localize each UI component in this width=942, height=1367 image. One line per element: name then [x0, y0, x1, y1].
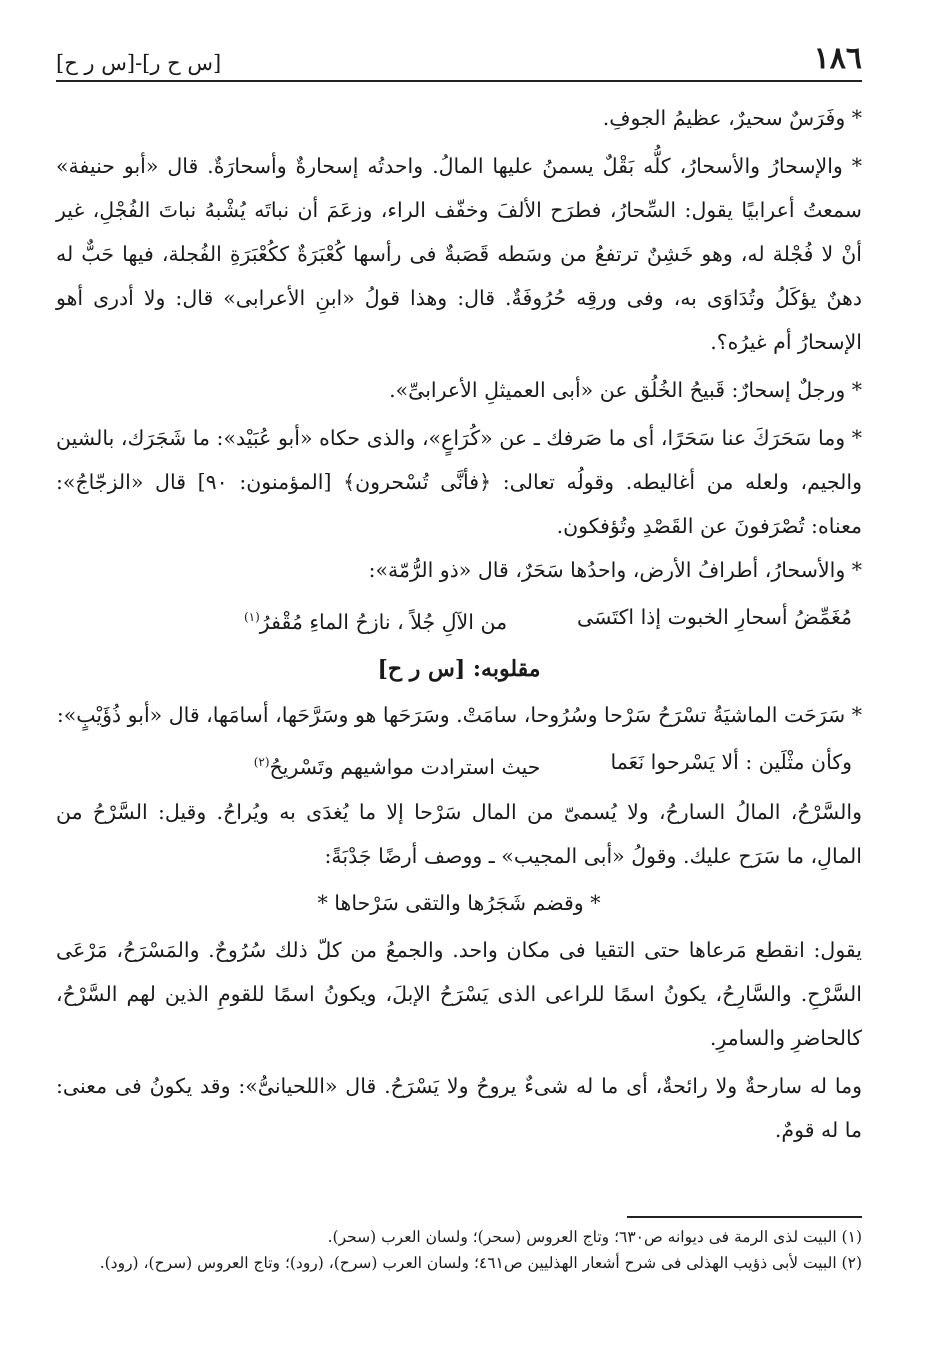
footnote-divider	[627, 1216, 862, 1218]
paragraph: * وفَرَسٌ سحيرٌ، عظيمُ الجوفِ.	[602, 106, 862, 130]
paragraph: * ورجلٌ إسحارٌ: قَبيحُ الخُلُق عن «أبى العميثلِ الأعرابىِّ».	[389, 378, 862, 402]
footnote-marker: (١)	[243, 610, 260, 624]
paragraph: يقول: انقطع مَرعاها حتى التقيا فى مكان واحد. والجمعُ من كلّ ذلك سُرُوحٌ. والمَسْرَحُ، مَرْعَى السَّرْحِ. والسَّارِحُ، يكونُ اسمًا للراعى الذى يَسْرَحُ الإبلَ، ويكونُ اسمًا للقومِ الذين لهم السَّرْحُ، كالحاضرِ والسامرِ.	[56, 937, 862, 1050]
quoted-line: * وقضم شَجَرُها والتقى سَرْحاها *	[317, 890, 601, 915]
paragraph: * والإسحارُ والأسحارُ، كلُّه بَقْلٌ يسمنُ عليها المالُ. واحدتُه إسحارةٌ وأسحارَةٌ. قال «أبو حنيفة» سمعتُ أعرابيًا يقول: السِّحارُ، فطرَح الألفَ وخفّف الراء، وزعَمَ أن نباتَه يُشْبهُ نباتَ الفُجْلِ، غير أنْ لا فُجْلة له، وهو خَشِنٌ ترتفعُ من وسَطه قَصَبةٌ فى رأسها كُعْبَرَةٌ ككُعْبَرَةِ الفُجلة، فيها حَبٌّ له دهنٌ يؤكَلُ وتُدَاوَى به، وفى ورقِه حُرُوفَةٌ. قال: وهذا قولُ «ابنِ الأعرابى» قال: ولا أدرى أهو الإسحارُ أم غيرُه؟.	[56, 154, 862, 354]
footnotes	[56, 1216, 862, 1276]
page-number: ١٨٦	[813, 41, 862, 76]
paragraph: * والأسحارُ، أطرافُ الأرض، واحدُها سَحَرٌ، قال «ذو الرُّمّة»:	[368, 558, 862, 582]
paragraph: والسَّرْحُ، المالُ السارحُ، ولا يُسمىّ من المال سَرْحا إلا ما يُغدَى به ويُراحُ. وقيل: السَّرْحُ من المالِ، ما سَرَح عليك. وقولُ «أبى المجيب» ـ ووصف أرضًا جَدْبَةً:	[56, 799, 862, 868]
verse-second-half: من الآلِ جُلاً ، نازحُ الماءِ مُقْفرُ$^{(١)}$	[243, 609, 508, 634]
verse-line	[56, 739, 862, 790]
section-heading: مقلوبه: [س ر ح]	[377, 655, 541, 682]
paragraph: * سَرَحَت الماشيَةُ تسْرَحُ سَرْحا وسُرُوحا، سامَتْ. وسَرَحَها هو وسَرَّحَها، أسامَها، قال «أبو ذُؤَيْبٍ»:	[56, 702, 862, 727]
verse-second-half: حيث استرادت مواشيهم وتَسْريحُ$^{(٢)}$	[253, 754, 541, 779]
page-body	[56, 96, 862, 1152]
verse-first-half: مُغَمِّضُ أسحارِ الخبوت إذا اكتَسَى	[577, 605, 852, 629]
paragraph: * وما سَحَرَكَ عنا سَحَرًا، أى ما صَرفك ـ عن «كُرَاعٍ»، والذى حكاه «أبو عُبَيْد»: ما شَجَرَك، بالشين والجيم، ولعله من أغاليطه. وقولُه تعالى: ﴿فأنَّى تُسْحرون﴾ [المؤمنون: ٩٠] قال «الزجّاجُ»: معناه: تُصْرَفونَ عن القَصْدِ وتُؤفكون.	[56, 426, 862, 538]
footnote-marker: (٢)	[253, 754, 270, 769]
verse-first-half: وكأن مثْلَين : ألا يَسْرحوا نَعَما	[610, 749, 852, 774]
page-header	[56, 40, 862, 82]
running-head: [س ح ر]-[س ر ح]	[56, 51, 222, 75]
verse-line	[56, 594, 862, 645]
footnote: (١) البيت لذى الرمة فى ديوانه ص٦٣٠؛ وتاج العروس (سحر)؛ ولسان العرب (سحر).	[327, 1228, 862, 1246]
paragraph: وما له سارحةٌ ولا رائحةٌ، أى ما له شىءٌ يروحُ ولا يَسْرَحُ. قال «اللحيانىُّ»: وقد يكونُ فى معنى: ما له قومٌ.	[56, 1073, 862, 1142]
footnote: (٢) البيت لأبى ذؤيب الهذلى فى شرح أشعار الهذليين ص٤٦١؛ ولسان العرب (سرح)، (رود)؛ وتاج العروس (سرح)، (رود).	[99, 1254, 862, 1272]
